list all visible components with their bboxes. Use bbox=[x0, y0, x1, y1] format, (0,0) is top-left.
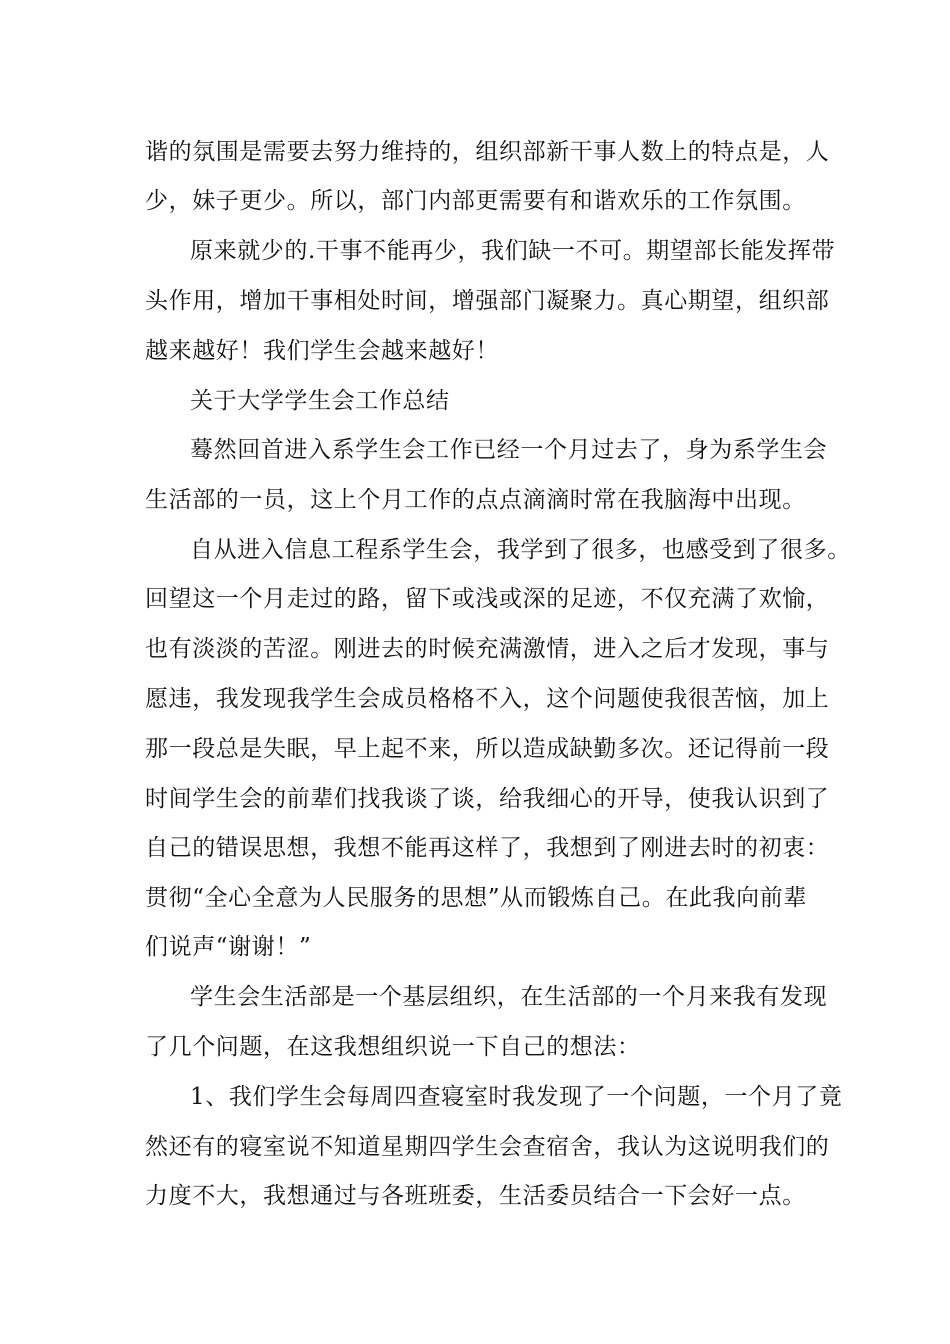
text-line: 回望这一个月走过的路，留下或浅或深的足迹，不仅充满了欢愉， bbox=[145, 586, 830, 612]
section-heading: 关于大学学生会工作总结 bbox=[190, 388, 450, 414]
text-line: 愿违，我发现我学生会成员格格不入，这个问题使我很苦恼，加上 bbox=[145, 686, 830, 712]
paragraph-start-line: 蓦然回首进入系学生会工作已经一个月过去了，身为系学生会 bbox=[190, 437, 828, 463]
text-line: 自己的错误思想，我想不能再这样了，我想到了刚进去时的初衷： bbox=[145, 835, 830, 861]
paragraph-start-line: 原来就少的.干事不能再少，我们缺一不可。期望部长能发挥带 bbox=[190, 238, 836, 264]
list-item-1-start: 1、我们学生会每周四查寝室时我发现了一个问题，一个月了竟 bbox=[190, 1084, 843, 1110]
text-line: 然还有的寝室说不知道星期四学生会查宿舍，我认为这说明我们的 bbox=[145, 1134, 830, 1160]
text-line: 时间学生会的前辈们找我谈了谈，给我细心的开导，使我认识到了 bbox=[145, 786, 830, 812]
text-line: 越来越好！我们学生会越来越好！ bbox=[145, 338, 499, 364]
text-line: 了几个问题，在这我想组织说一下自己的想法： bbox=[145, 1034, 641, 1060]
text-line: 少，妹子更少。所以，部门内部更需要有和谐欢乐的工作氛围。 bbox=[145, 188, 806, 214]
text-line: 头作用，增加干事相处时间，增强部门凝聚力。真心期望，组织部 bbox=[145, 288, 830, 314]
text-line: 贯彻“全心全意为人民服务的思想”从而锻炼自己。在此我向前辈 bbox=[145, 885, 807, 911]
paragraph-start-line: 学生会生活部是一个基层组织，在生活部的一个月来我有发现 bbox=[190, 984, 828, 1010]
text-line: 谐的氛围是需要去努力维持的，组织部新干事人数上的特点是，人 bbox=[145, 139, 830, 165]
text-line: 们说声“谢谢！” bbox=[145, 934, 312, 960]
text-line: 那一段总是失眠，早上起不来，所以造成缺勤多次。还记得前一段 bbox=[145, 736, 830, 762]
text-line: 也有淡淡的苦涩。刚进去的时候充满激情，进入之后才发现，事与 bbox=[145, 636, 830, 662]
paragraph-start-line: 自从进入信息工程系学生会，我学到了很多，也感受到了很多。 bbox=[190, 537, 851, 563]
text-line: 力度不大，我想通过与各班班委，生活委员结合一下会好一点。 bbox=[145, 1183, 806, 1209]
text-line: 生活部的一员，这上个月工作的点点滴滴时常在我脑海中出现。 bbox=[145, 487, 806, 513]
